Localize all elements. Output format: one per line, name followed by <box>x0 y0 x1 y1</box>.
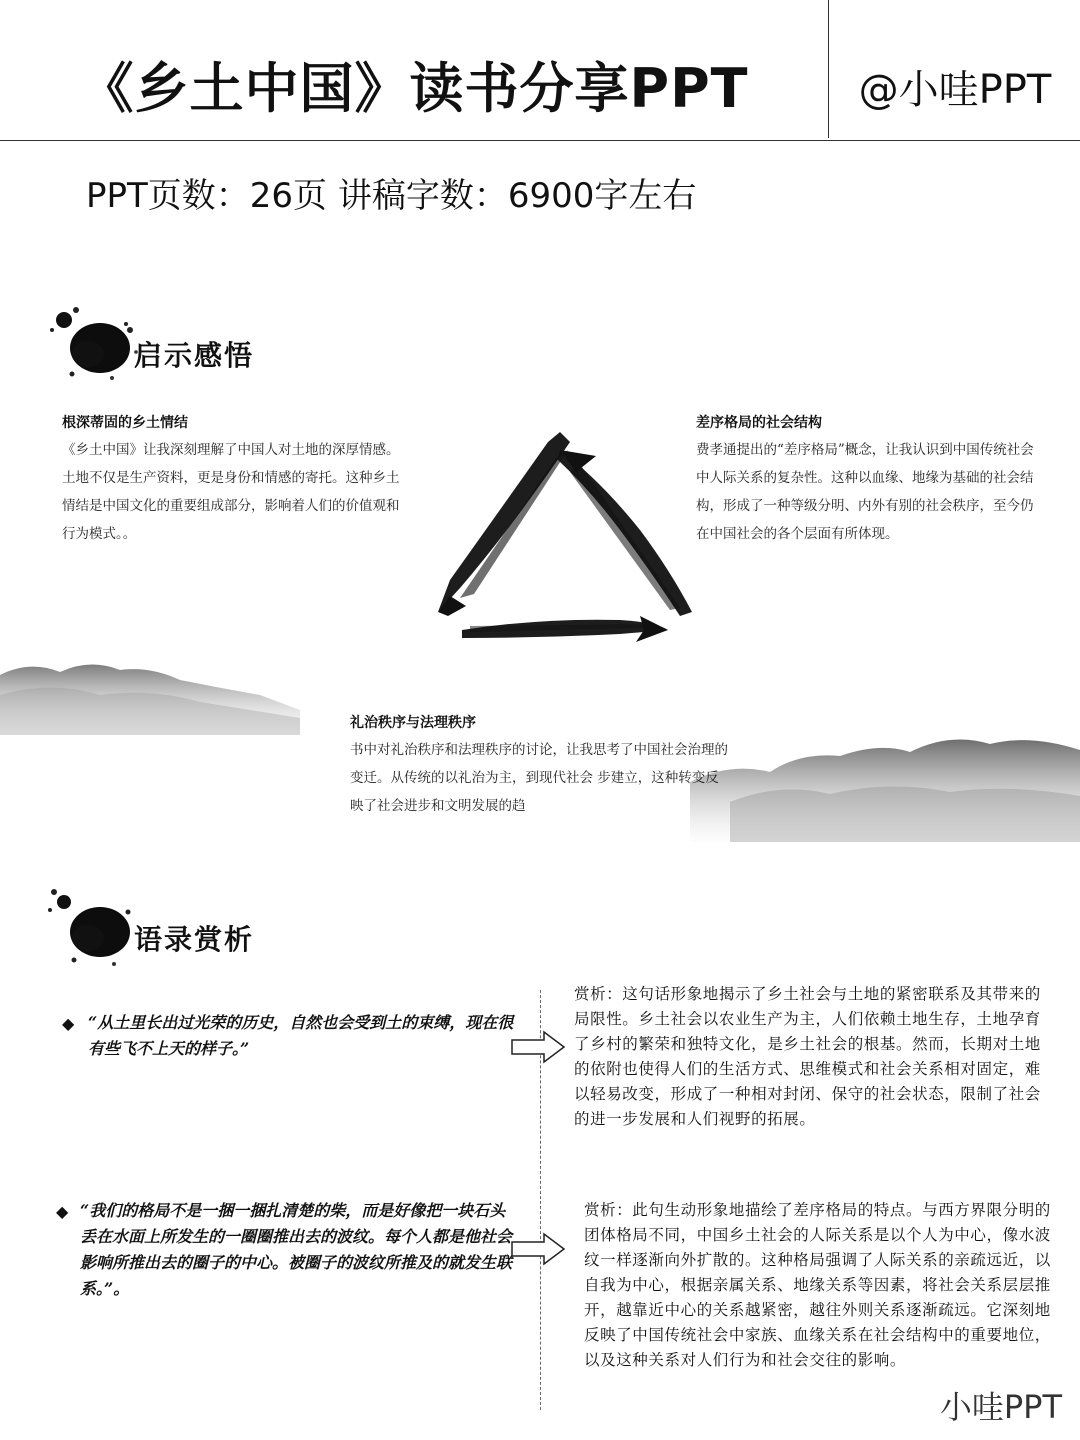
quote-1-text: “从土里长出过光荣的历史，自然也会受到土的束缚，现在很有些飞不上天的样子。” <box>88 1013 514 1058</box>
quote-2-analysis: 赏析：此句生动形象地描绘了差序格局的特点。与西方界限分明的团体格局不同，中国乡土社会的人际关系是以个人为中心，像水波纹一样逐渐向外扩散的。这种格局强调了人际关系的亲疏远近，以自我为中心，根据亲属关系、地缘关系等因素，将社会关系层层推开，越靠近中心的关系越紧密，越往外则关系逐渐疏远。它深刻地反映了中国传统社会中家族、血缘关系在社会结构中的重要地位，以及这种关系对人们行为和社会交往的影响。 <box>584 1201 1051 1369</box>
outline-right-arrow-icon <box>510 1030 566 1064</box>
insight-1-title: 根深蒂固的乡土情结 <box>62 415 188 431</box>
diamond-bullet-icon: ◆ <box>62 1014 75 1033</box>
section-title: 启示感悟 <box>134 339 255 372</box>
insight-3-body: 书中对礼治秩序和法理秩序的讨论，让我思考了中国社会治理的变迁。从传统的以礼治为主，到现代社会 步建立，这种转变反映了社会进步和文明发展的趋 <box>350 742 728 814</box>
insight-2-title: 差序格局的社会结构 <box>696 415 822 431</box>
brush-stroke-triangle-arrows <box>430 420 700 650</box>
header-divider <box>828 0 829 138</box>
diamond-bullet-icon: ◆ <box>56 1202 69 1221</box>
section-heading-insights <box>42 292 362 402</box>
ink-mountains-right <box>690 722 1080 842</box>
section-heading-quotes <box>42 876 362 986</box>
watermark: 小哇PPT <box>939 1388 1062 1426</box>
outline-right-arrow-icon <box>510 1232 566 1266</box>
insight-1-body: 《乡土中国》让我深刻理解了中国人对土地的深厚情感。土地不仅是生产资料，更是身份和情感的寄托。这种乡土情结是中国文化的重要组成部分，影响着人们的价值观和行为模式。。 <box>62 442 400 542</box>
section-title: 语录赏析 <box>134 923 255 956</box>
quote-2-text: “我们的格局不是一捆一捆扎清楚的柴，而是好像把一块石头丢在水面上所发生的一圈圈推出去的波纹。每个人都是他社会影响所推出去的圈子的中心。被圈子的波纹所推及的就发生联系。”。 <box>80 1201 513 1298</box>
author-handle: @小哇PPT <box>858 67 1052 113</box>
insight-2-body: 费孝通提出的“差序格局”概念，让我认识到中国传统社会中人际关系的复杂性。这种以血缘、地缘为基础的社会结构，形成了一种等级分明、内外有别的社会秩序，至今仍在中国社会的各个层面有所体现。 <box>696 442 1034 542</box>
quote-1-analysis: 赏析：这句话形象地揭示了乡土社会与土地的紧密联系及其带来的局限性。乡土社会以农业生产为主，人们依赖土地生存，土地孕育了乡村的繁荣和独特文化，是乡土社会的根基。然而，长期对土地的依附也使得人们的生活方式、思维模式和社会关系相对固定，难以轻易改变，形成了一种相对封闭、保守的社会状态，限制了社会的进一步发展和人们视野的拓展。 <box>574 985 1041 1128</box>
ppt-meta-info: PPT页数：26页 讲稿字数：6900字左右 <box>86 176 697 216</box>
page-title: 《乡土中国》读书分享PPT <box>79 57 749 120</box>
ink-mountains-left <box>0 640 300 735</box>
insight-3-title: 礼治秩序与法理秩序 <box>350 715 476 731</box>
